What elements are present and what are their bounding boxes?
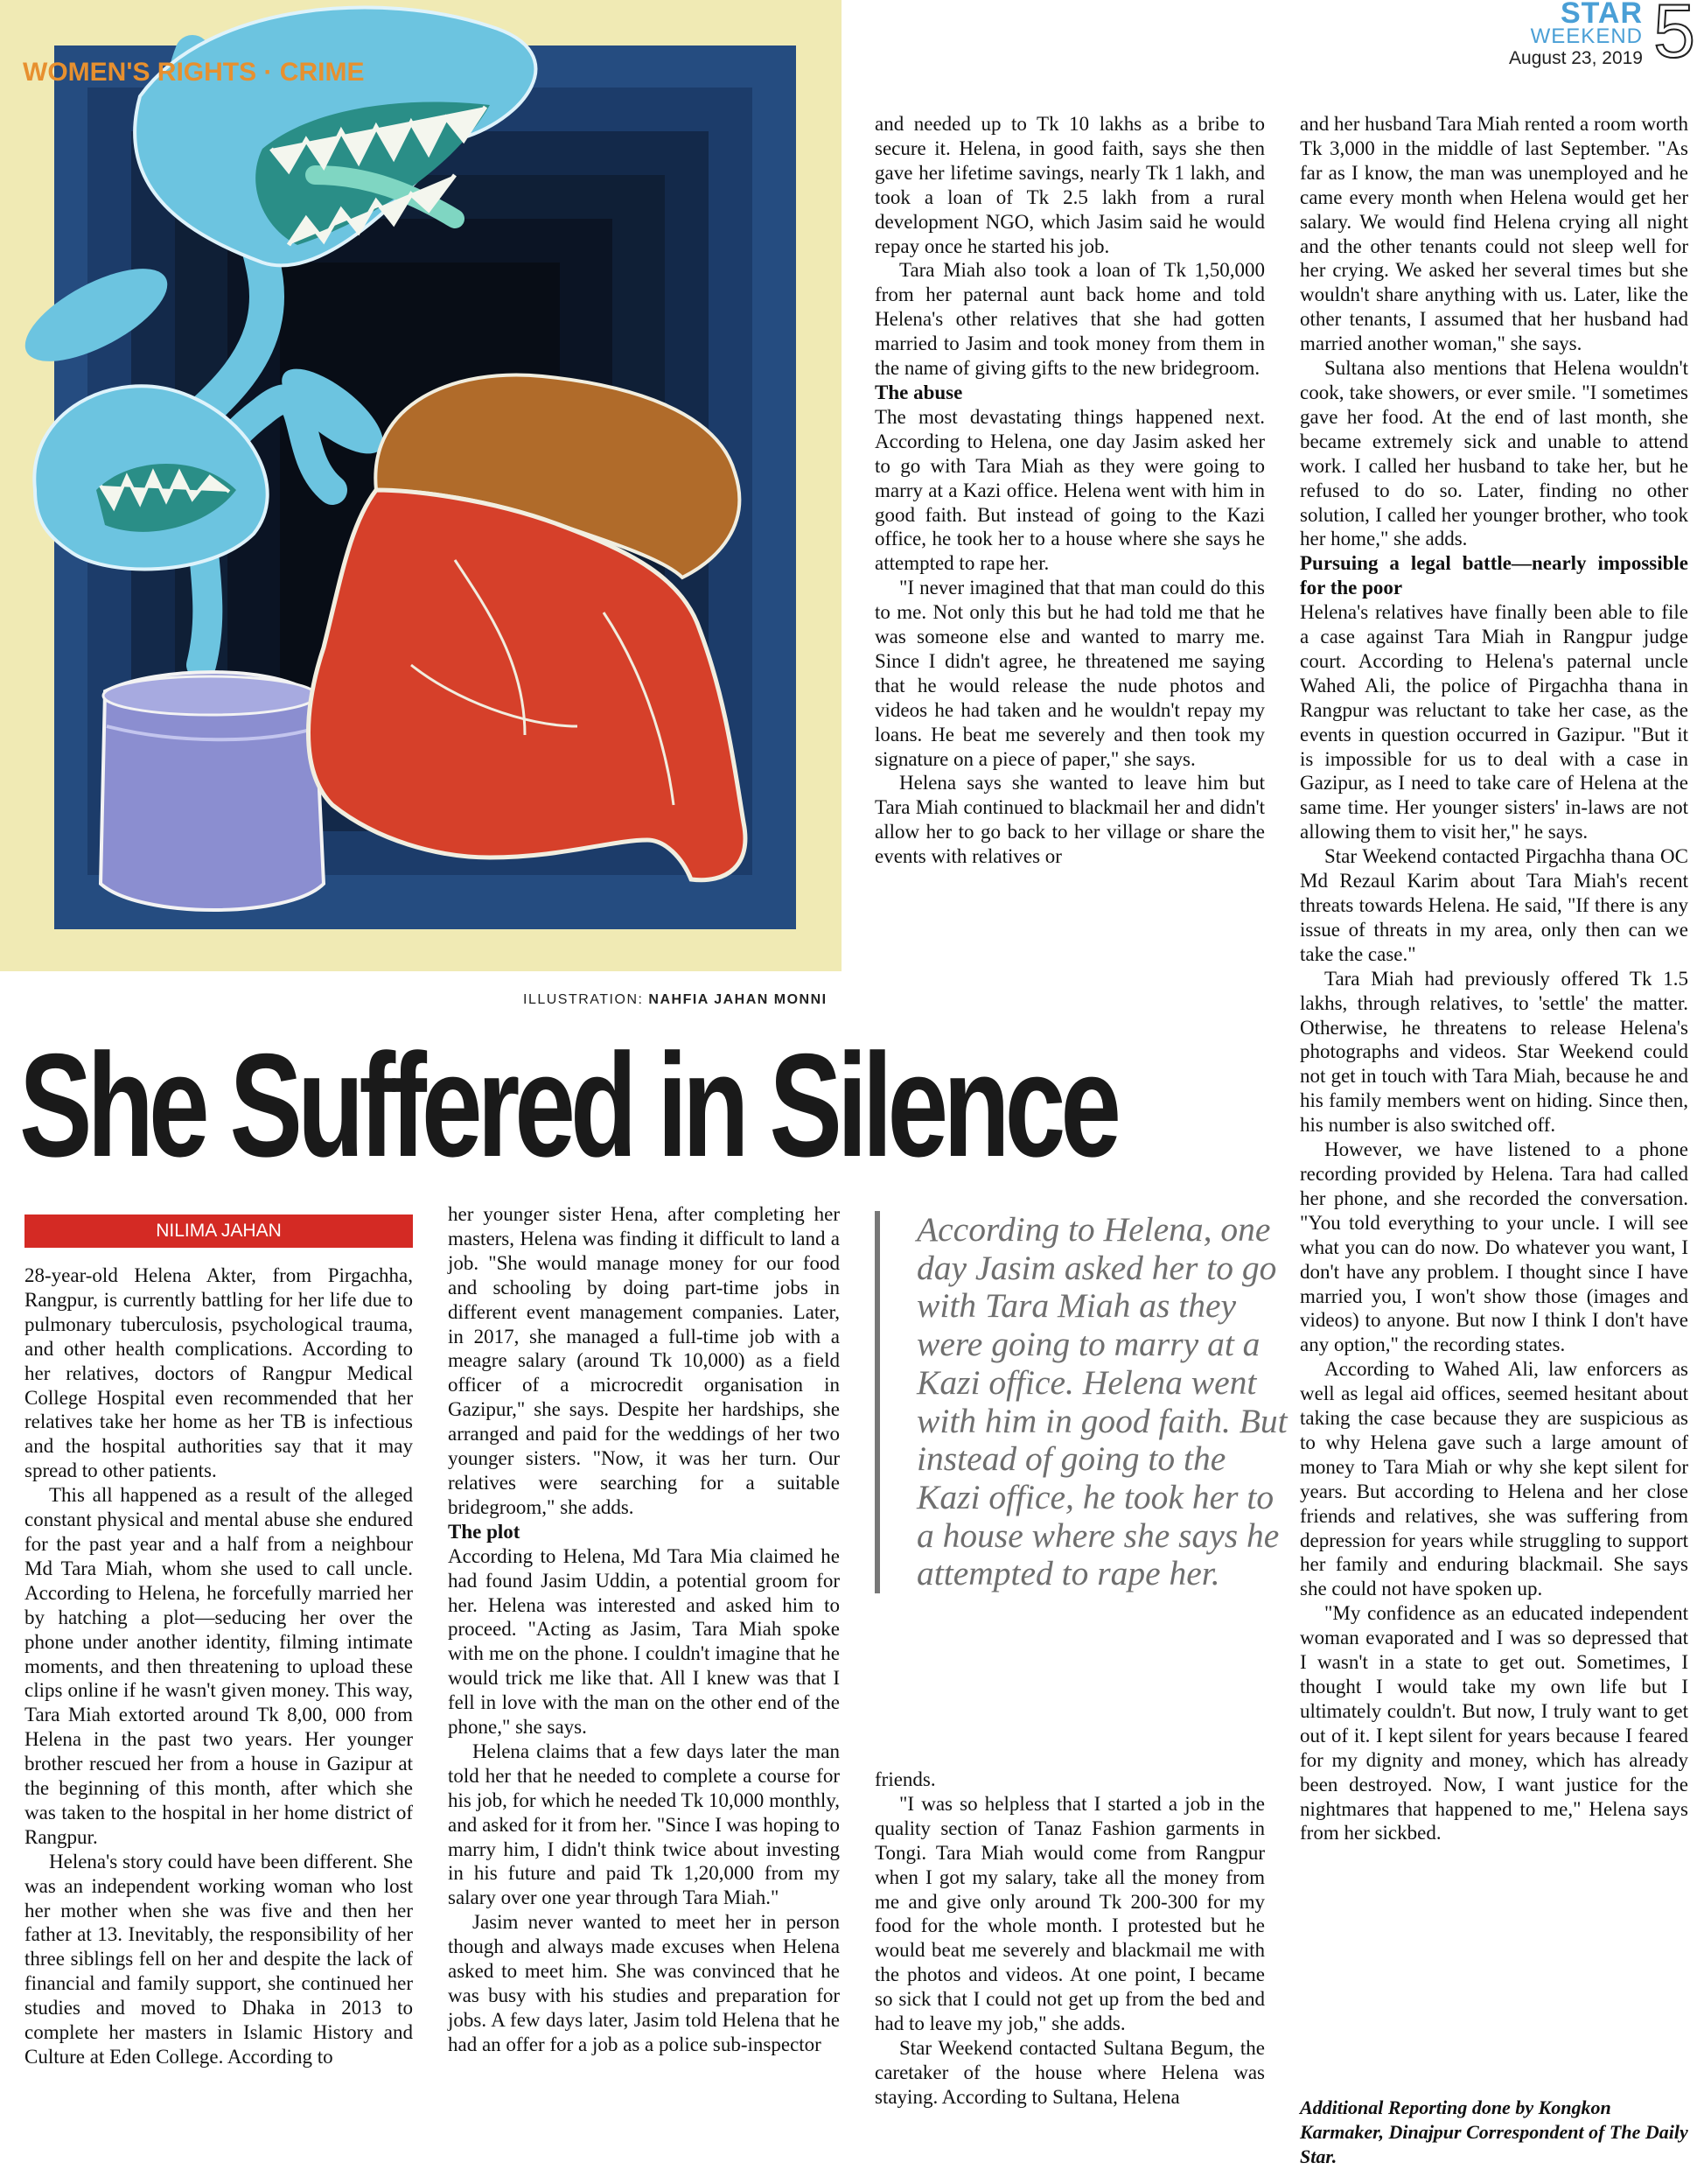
article-column-2: [448, 1202, 840, 2057]
paragraph: However, we have listened to a phone recording provided by Helena. Tara had called her phone, and she recorded the conversation. "You told everything to your uncle. I will see what you can do now. Do whatever you want, I don't have any problem. I thought since I have married you, I won't show those (images and videos) to anyone. But now I think I don't have any option," the recording states.: [1300, 1138, 1688, 1356]
paragraph: 28-year-old Helena Akter, from Pirgachha, Rangpur, is currently battling for her life due to pulmonary tuberculosis, psychological trauma, and other health complications. According to her relatives, doctors of Rangpur Medical College Hospital even recommended that her relatives take her home as her TB is infectious and the hospital authorities say that it may spread to other patients.: [24, 1264, 413, 1482]
headline: She Suffered in Silence: [19, 1023, 1116, 1187]
masthead-sub: WEEKEND: [1530, 24, 1643, 48]
paragraph: her younger sister Hena, after completing her masters, Helena was finding it difficult to land a job. "She would manage money for our food and schooling by doing part-time jobs in different event management companies. Later, in 2017, she managed a full-time job with a meagre salary (around Tk 10,000) as a field officer of a microcredit organisation in Gazipur," she says. Despite her hardships, she arranged and paid for the weddings of her two younger sisters. "Now, it was her turn. Our relatives were searching for a suitable bridegroom," she adds.: [448, 1203, 840, 1518]
article-column-3-bottom: [875, 1768, 1265, 2110]
paragraph: The most devastating things happened next. According to Helena, one day Jasim asked her to go with Tara Miah as they were going to marry at a Kazi office. Helena went with him in good faith. But instead of going to the Kazi office, he took her to a house where she says he attempted to rape her.: [875, 405, 1265, 575]
paragraph: Tara Miah also took a loan of Tk 1,50,000 from her paternal aunt back home and told Helena's other relatives that she had gotten married to Jasim and took money from them in the name of giving gifts to the new bridegroom.: [875, 259, 1265, 380]
issue-date: August 23, 2019: [1509, 48, 1643, 68]
paragraph: Jasim never wanted to meet her in person though and always made excuses when Helena asked to meet him. She was convinced that he was busy with his studies and preparation for jobs. A few days later, Jasim told Helena that he had an offer for a job as a police sub-inspector: [448, 1911, 840, 2055]
article-column-4: [1300, 112, 1688, 1845]
illustration-credit: [523, 992, 828, 1008]
illustration-artwork: [0, 0, 842, 971]
paragraph: friends.: [875, 1768, 936, 1790]
paragraph: Helena's story could have been different. She was an independent working woman who lost her mother when she was five and then her father at 13. Inevitably, the responsibility of her three siblings fell on her and despite the lack of financial and family support, she continued her studies and moved to Dhaka in 2013 to complete her masters in Islamic History and Culture at Eden College. According to: [24, 1850, 413, 2068]
article-illustration: [0, 0, 842, 971]
paragraph: Star Weekend contacted Sultana Begum, the caretaker of the house where Helena was staying. According to Sultana, Helena: [875, 2036, 1265, 2108]
paragraph: and needed up to Tk 10 lakhs as a bribe to secure it. Helena, in good faith, says she then gave her lifetime savings, nearly Tk 1 lakh, and took a loan of Tk 2.5 lakh from a rural development NGO, which Jasim said he would repay once he started his job.: [875, 113, 1265, 257]
byline: NILIMA JAHAN: [24, 1214, 413, 1248]
credit-name: NAHFIA JAHAN MONNI: [648, 992, 828, 1007]
paragraph: and her husband Tara Miah rented a room worth Tk 3,000 in the middle of last September. "As far as I know, the man was unemployed and he came every month when Helena would get her salary. We would find Helena crying all night and the other tenants could not sleep well for her crying. We asked her several times but she wouldn't share anything with us. Later, like the other tenants, I assumed that her husband had married another woman," she says.: [1300, 113, 1688, 355]
pull-quote: According to Helena, one day Jasim asked her to go with Tara Miah as they were going to marry at a Kazi office. Helena went with him in good faith. But instead of going to the Kazi office, he took her to a house where she says he attempted to rape her.: [875, 1211, 1295, 1593]
section-tag: WOMEN'S RIGHTS · CRIME: [23, 58, 365, 87]
subheading-legal-battle: Pursuing a legal battle—nearly impossible for the poor: [1300, 552, 1688, 599]
paragraph: Star Weekend contacted Pirgachha thana OC Md Rezaul Karim about Tara Miah's recent threats towards Helena. He said, "If there is any issue of threats in my area, only then can we take the case.": [1300, 845, 1688, 965]
paragraph: Tara Miah had previously offered Tk 1.5 lakhs, through relatives, to 'settle' the matter. Otherwise, he threatens to release Helena's photographs and videos. Star Weekend could not get in touch with Tara Miah, because he and his family members went on hiding. Since then, his number is also switched off.: [1300, 967, 1688, 1137]
article-column-1: [24, 1264, 413, 2069]
paragraph: According to Wahed Ali, law enforcers as well as legal aid offices, seemed hesitant about taking the case because they are suspicious as to why Helena gave such a large amount of money to Tara Miah or why she kept silent for years. But according to Helena and her close friends and relatives, she was suffering from depression for years while struggling to support her family and enduring blackmail. She says she could not have spoken up.: [1300, 1358, 1688, 1600]
paragraph: Helena's relatives have finally been able to file a case against Tara Miah in Rangpur judge court. According to Helena's paternal uncle Wahed Ali, the police of Pirgachha thana in Rangpur was reluctant to take her case, as the events in question occurred in Gazipur. "But it is impossible for us to deal with a case in Gazipur, as I need to take care of Helena at the same time. Her younger sisters' in-laws are not allowing them to visit her," he says.: [1300, 601, 1688, 844]
paragraph: Sultana also mentions that Helena wouldn't cook, take showers, or ever smile. "I sometimes gave her food. At the end of last month, she became extremely sick and unable to attend work. I called her husband to take her, but he refused to do so. Later, finding no other solution, I called her younger brother, who took her home," she adds.: [1300, 357, 1688, 550]
masthead: [1509, 0, 1643, 70]
masthead-brand: STAR: [1560, 0, 1643, 30]
paragraph: Helena says she wanted to leave him but Tara Miah continued to blackmail her and didn't allow her to go back to her village or share the events with relatives or: [875, 772, 1265, 868]
additional-reporting: Additional Reporting done by Kongkon Karmaker, Dinajpur Correspondent of The Daily Star.: [1300, 2096, 1688, 2167]
article-column-3-top: [875, 112, 1265, 869]
paragraph: According to Helena, Md Tara Mia claimed he had found Jasim Uddin, a potential groom for her. Helena was interested and asked him to proceed. "Acting as Jasim, Tara Miah spoke with me on the phone. I couldn't imagine that he would trick me like that. All I knew was that I fell in love with the man on the other end of the phone," she says.: [448, 1544, 840, 1739]
paragraph: "My confidence as an educated independent woman evaporated and I was so depressed that I wasn't in a state to get out. Sometimes, I thought I would take my own life but I ultimately couldn't. But now, I truly want to get out of it. I kept silent for years because I feared for my dignity and money, which has already been destroyed. Now, I want justice for the nightmares that happened to me," Helena says from her sickbed.: [1300, 1602, 1688, 1844]
subheading-the-plot: The plot: [448, 1520, 520, 1543]
page-number: 5: [1653, 0, 1695, 74]
credit-label: ILLUSTRATION:: [523, 992, 644, 1007]
paragraph: This all happened as a result of the alleged constant physical and mental abuse she endured for the past year and a half from a neighbour Md Tara Miah, whom she used to call uncle. According to Helena, he forcefully married her by hatching a plot—seducing her over the phone under another identity, filming intimate moments, and then threatening to upload these clips online if he wasn't given money. This way, Tara Miah extorted around Tk 8,00, 000 from Helena in the past two years. Her younger brother rescued her from a house in Gazipur at the beginning of this month, after which she was taken to the hospital in her home district of Rangpur.: [24, 1484, 413, 1848]
subheading-the-abuse: The abuse: [875, 381, 963, 403]
paragraph: Helena claims that a few days later the man told her that he needed to complete a course for his job, for which he needed Tk 10,000 monthly, and asked for it from her. "Since I was hoping to marry him, I didn't think twice about investing in his future and paid Tk 1,20,000 from my salary over one year through Tara Miah.": [448, 1740, 840, 1909]
paragraph: "I was so helpless that I started a job in the quality section of Tanaz Fashion garments in Tongi. Tara Miah would come from Rangpur when I got my salary, take all the money from me and give only around Tk 200-300 for my food for the whole month. I protested but he would beat me severely and blackmail me with the photos and videos. At one point, I became so sick that I could not get up from the bed and had to leave my job," she adds.: [875, 1792, 1265, 2035]
paragraph: "I never imagined that that man could do this to me. Not only this but he had told me that he was someone else and wanted to marry me. Since I didn't agree, he threatened me saying that he would release the nude photos and videos he had taken and he wouldn't repay my loans. He beat me severely and then took my signature on a piece of paper," she says.: [875, 577, 1265, 770]
